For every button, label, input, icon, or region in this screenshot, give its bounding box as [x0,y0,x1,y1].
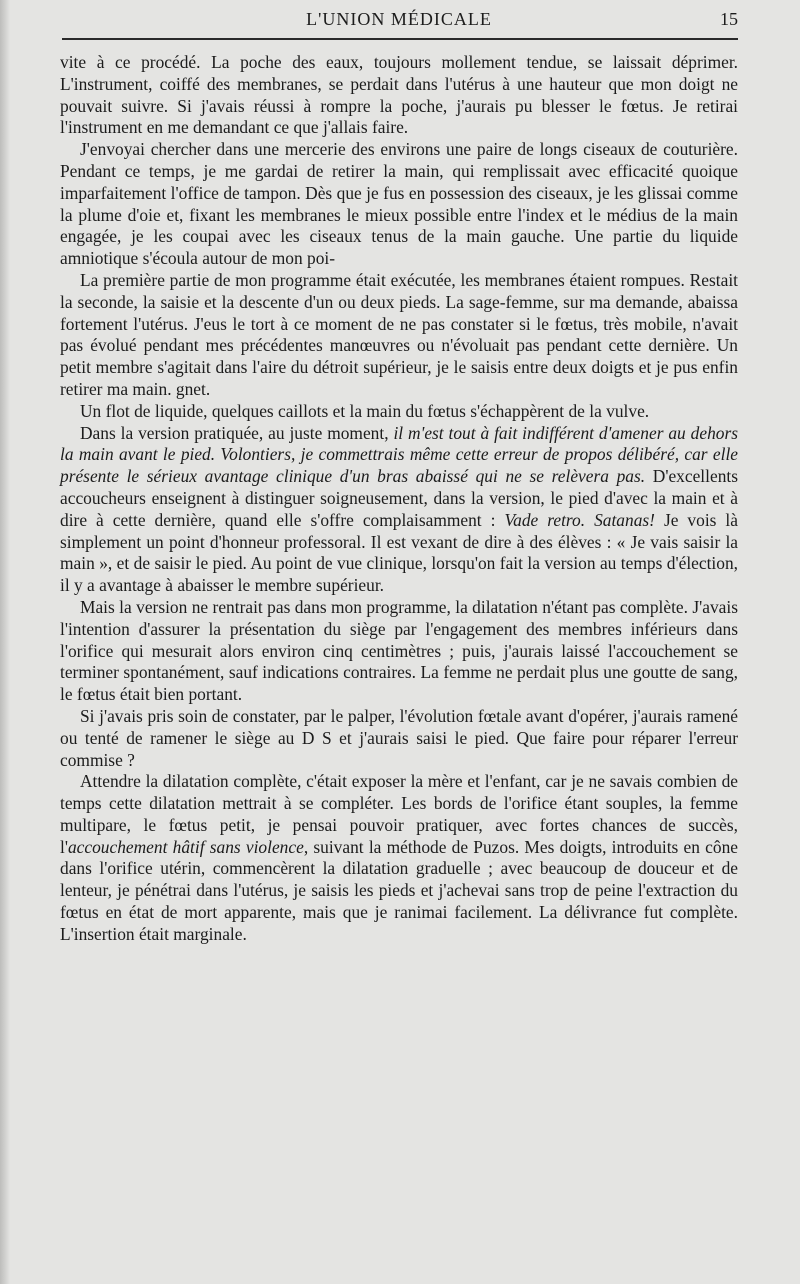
paragraph [60,706,738,771]
text-run: Attendre la dilatation complète, c'était exposer la mère et l'enfant, car je ne savais combien de temps cette dilatation mettrait à se compléter. Les bords de l'orifice étant souples, la femme multipare, le fœtus petit, je pensai pouvoir pratiquer, avec fortes chances de succès, l' [60,771,738,857]
text-run: La première partie de mon programme était exécutée, les membranes étaient rompues. Restait la seconde, la saisie et la descente d'un ou deux pieds. La sage-femme, sur ma demande, abaissa fortement l'utérus. J'eus le tort à ce moment de ne pas constater si le fœtus, très mobile, n'avait pas évolué pendant mes précédentes manœuvres ou n'évoluait pas pendant cette dernière. Un petit membre s'agitait dans l'aire du détroit supérieur, je le saisis entre deux doigts et je pus enfin retirer ma main. gnet. [60,269,738,399]
paragraph [60,139,738,270]
paragraph [60,597,738,706]
text-run: Un flot de liquide, quelques caillots et la main du fœtus s'échappèrent de la vulve. [80,400,650,421]
text-run: D'excellents accoucheurs enseignent à distinguer soigneusement, dans la version, le pied d'avec la main et à dire à cette dernière, quand elle s'offre complaisamment : [60,466,738,530]
paragraph [60,423,738,597]
text-run: Si j'avais pris soin de constater, par le palper, l'évolution fœtale avant d'opérer, j'aurais ramené ou tenté de ramener le siège au D S et j'aurais saisi le pied. Que faire pour réparer l'erreur commise ? [60,705,738,770]
paragraph [60,52,738,139]
header-rule [62,38,738,40]
body-text [60,52,738,946]
italic-text-run: il m'est tout à fait indifférent d'amener au dehors la main avant le pied. Volontiers, je commettrais même cette erreur de propos délibéré, car elle présente le sérieux avantage clinique d'un bras abaissé qui ne se relèvera pas. [60,422,738,487]
text-run: Dans la version pratiquée, au juste moment, [80,422,394,443]
page-number: 15 [720,9,738,29]
paragraph [60,270,738,401]
paragraph [60,401,738,423]
paragraph [60,771,738,945]
text-run: vite à ce procédé. La poche des eaux, toujours mollement tendue, se laissait déprimer. L'instrument, coiffé des membranes, se perdait dans l'utérus à une hauteur que mon doigt ne pouvait suivre. Si j'avais réussi à rompre la poche, j'aurais pu blesser le fœtus. Je retirai l'instrument en me demandant ce que j'allais faire. [60,52,738,138]
page-header [60,6,738,32]
text-run: Je vois là simplement un point d'honneur professoral. Il est vexant de dire à des élèves : « Je vais saisir la main », et de saisir le pied. Au point de vue clinique, lorsqu'on fait la version au temps d'élection, il y a avantage à abaisser le membre supérieur. [60,509,738,596]
text-run: , suivant la méthode de Puzos. Mes doigts, introduits en cône dans l'orifice utérin, commencèrent la dilatation graduelle ; avec beaucoup de douceur et de lenteur, je pénétrai dans l'utérus, je saisis les pieds et j'achevai sans trop de peine l'extraction du fœtus en état de mort apparente, mais que je ranimai facilement. La délivrance fut complète. L'insertion était marginale. [60,836,738,944]
running-title: L'UNION MÉDICALE [306,9,492,29]
text-run: J'envoyai chercher dans une mercerie des environs une paire de longs ciseaux de couturière. Pendant ce temps, je me gardai de retirer la main, qui remplissait avec efficacité quoique imparfaitement l'office de tampon. Dès que je fus en possession des ciseaux, je les glissai comme la plume d'oie et, fixant les membranes le mieux possible entre l'index et le médius de la main engagée, je les coupai avec les ciseaux tenus de la main gauche. Une partie du liquide amniotique s'écoula autour de mon poi- [60,139,738,269]
italic-text-run: accouchement hâtif sans violence [67,836,304,857]
italic-text-run: Vade retro. Satanas! [504,509,655,530]
text-run: Mais la version ne rentrait pas dans mon programme, la dilatation n'étant pas complète. J'avais l'intention d'assurer la présentation du siège par l'engagement des membres inférieurs dans l'orifice qui mesurait alors environ cinq centimètres ; puis, j'aurais laissé l'accouchement se terminer spontanément, sauf indications contraires. La femme ne perdait plus une goutte de sang, le fœtus était bien portant. [60,596,738,705]
